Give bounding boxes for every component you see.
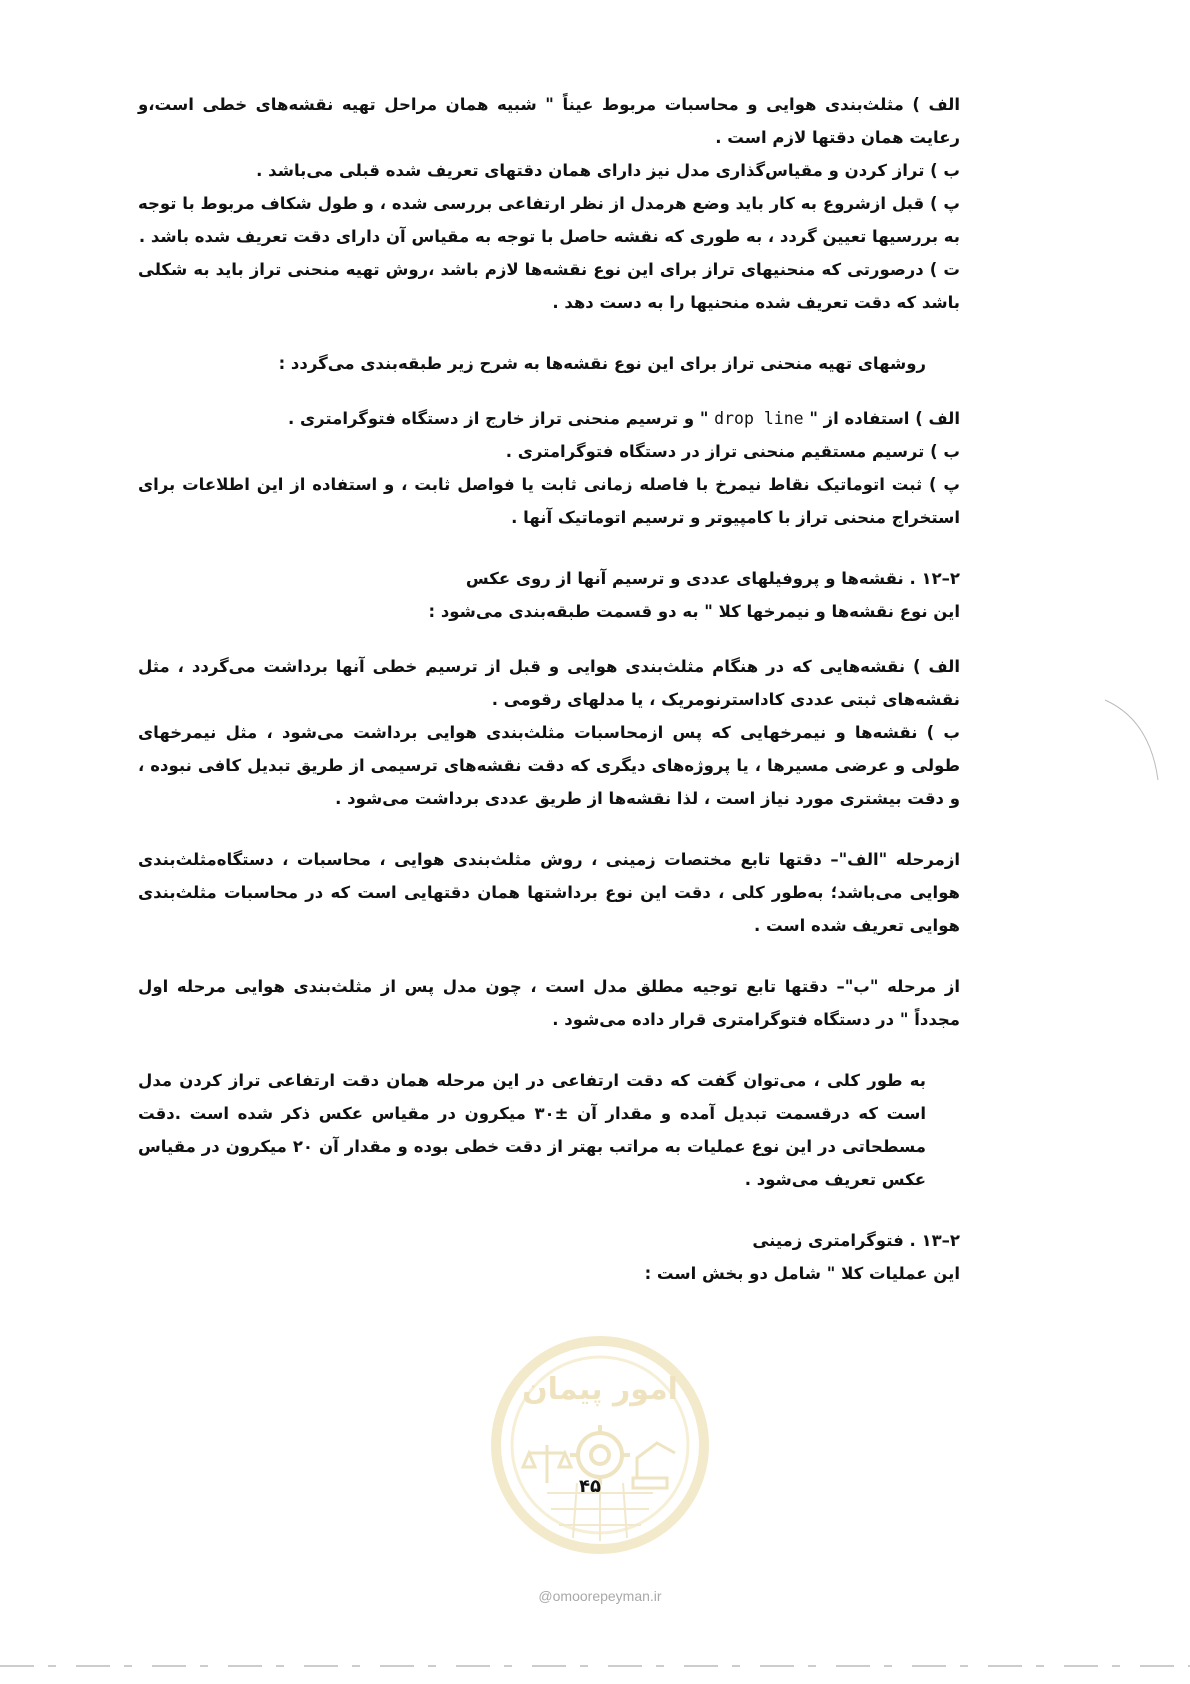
paragraph-alef: الف ) مثلث‌بندی هوایی و محاسبات مربوط عیناً " شبیه همان مراحل تهیه نقشه‌های خطی است،و رعایت همان دقتها لازم است .	[138, 95, 960, 147]
spacer	[138, 1196, 960, 1224]
spacer	[138, 534, 960, 562]
drop-line-term: drop line	[714, 409, 804, 428]
scales-icon	[523, 1445, 571, 1483]
page-body	[138, 88, 960, 1290]
numeric-maps-be: ب ) نقشه‌ها و نیمرخهایی که پس ازمحاسبات مثلث‌بندی هوایی برداشت می‌شود ، مثل نیمرخهای طولی و عرضی مسیرها ، یا پروژه‌های دیگری که دقت نقشه‌های ترسیمی از طریق تبدیل کافی نبوده ، و دقت بیشتری مورد نیاز است ، لذا نقشه‌ها از طریق عددی برداشت می‌شود .	[138, 723, 960, 808]
watermark-logo-text: امور پیمان	[522, 1372, 678, 1407]
stage-be-accuracy: از مرحله "ب"– دقتها تابع توجیه مطلق مدل است ، چون مدل پس از مثلث‌بندی هوایی مرحله اول مجدداً " در دستگاه فتوگرامتری قرار داده می‌شود .	[138, 977, 960, 1029]
section-heading-2-13: ۲–۱۳ . فتوگرامتری زمینی	[752, 1231, 960, 1250]
contour-methods-intro: روشهای تهیه منحنی تراز برای این نوع نقشه‌ها به شرح زیر طبقه‌بندی می‌گردد :	[278, 354, 926, 373]
stage-alef-accuracy: ازمرحله "الف"– دقتها تابع مختصات زمینی ، روش مثلث‌بندی هوایی ، محاسبات ، دستگاه‌مثلث‌بندی هوایی می‌باشد؛ به‌طور کلی ، دقت این نوع برداشتها همان دقتهایی است که در محاسبات مثلث‌بندی هوایی تعریف شده است .	[138, 850, 960, 935]
method-alef	[138, 402, 960, 435]
numeric-maps-alef: الف ) نقشه‌هایی که در هنگام مثلث‌بندی هوایی و قبل از ترسیم خطی آنها برداشت می‌گردد ، مثل نقشه‌های ثبتی عددی کاداسترنومریک ، یا مدلهای رقومی .	[138, 657, 960, 709]
scan-margin-curve	[1105, 700, 1158, 780]
watermark-url: @omoorepeyman.ir	[538, 1588, 662, 1604]
spacer	[138, 628, 960, 650]
excavator-icon	[633, 1443, 675, 1488]
paragraph-pe: پ ) قبل ازشروع به کار باید وضع هرمدل از نظر ارتفاعی بررسی شده ، و طول شکاف مربوط با توجه به بررسیها تعیین گردد ، به طوری که نقشه حاصل با توجه به مقیاس آن دارای دقت تعریف شده باشد .	[138, 194, 960, 246]
spacer	[138, 319, 960, 347]
method-be: ب ) ترسیم مستقیم منحنی تراز در دستگاه فتوگرامتری .	[505, 442, 960, 461]
method-alef-text-start: الف ) استفاده از "	[803, 409, 960, 428]
method-pe: پ ) ثبت اتوماتیک نقاط نیمرخ با فاصله زمانی ثابت یا فواصل ثابت ، و استفاده از این اطلاعات برای استخراج منحنی تراز با کامپیوتر و ترسیم اتوماتیک آنها .	[138, 475, 960, 527]
spacer	[138, 942, 960, 970]
paragraph-te: ت ) درصورتی که منحنیهای تراز برای این نوع نقشه‌ها لازم باشد ،روش تهیه منحنی تراز باید به شکلی باشد که دقت تعریف شده منحنیها را به دست دهد .	[138, 260, 960, 312]
section-2-13-intro: این عملیات کلا " شامل دو بخش است :	[644, 1264, 960, 1283]
section-heading-2-12: ۲–۱۲ . نقشه‌ها و پروفیلهای عددی و ترسیم آنها از روی عکس	[465, 569, 960, 588]
page-number: ۴۵	[579, 1476, 601, 1497]
general-accuracy-paragraph: به طور کلی ، می‌توان گفت که دقت ارتفاعی در این مرحله همان دقت ارتفاعی تراز کردن مدل است که درقسمت تبدیل آمده و مقدار آن ±۳۰ میکرون در مقیاس عکس ذکر شده است .دقت مسطحاتی در این نوع عملیات به مراتب بهتر از دقت خطی بوده و مقدار آن ۲۰ میکرون در مقیاس عکس تعریف می‌شود .	[138, 1071, 927, 1189]
watermark-logo	[487, 1333, 713, 1565]
paragraph-be: ب ) تراز کردن و مقیاس‌گذاری مدل نیز دارای همان دقتهای تعریف شده قبلی می‌باشد .	[256, 161, 960, 180]
spacer	[138, 1036, 960, 1064]
method-alef-text-end: " و ترسیم منحنی تراز خارج از دستگاه فتوگرامتری .	[288, 409, 715, 428]
spacer	[138, 815, 960, 843]
spacer	[138, 380, 960, 402]
section-2-12-intro: این نوع نقشه‌ها و نیمرخها کلا " به دو قسمت طبقه‌بندی می‌شود :	[428, 602, 960, 621]
